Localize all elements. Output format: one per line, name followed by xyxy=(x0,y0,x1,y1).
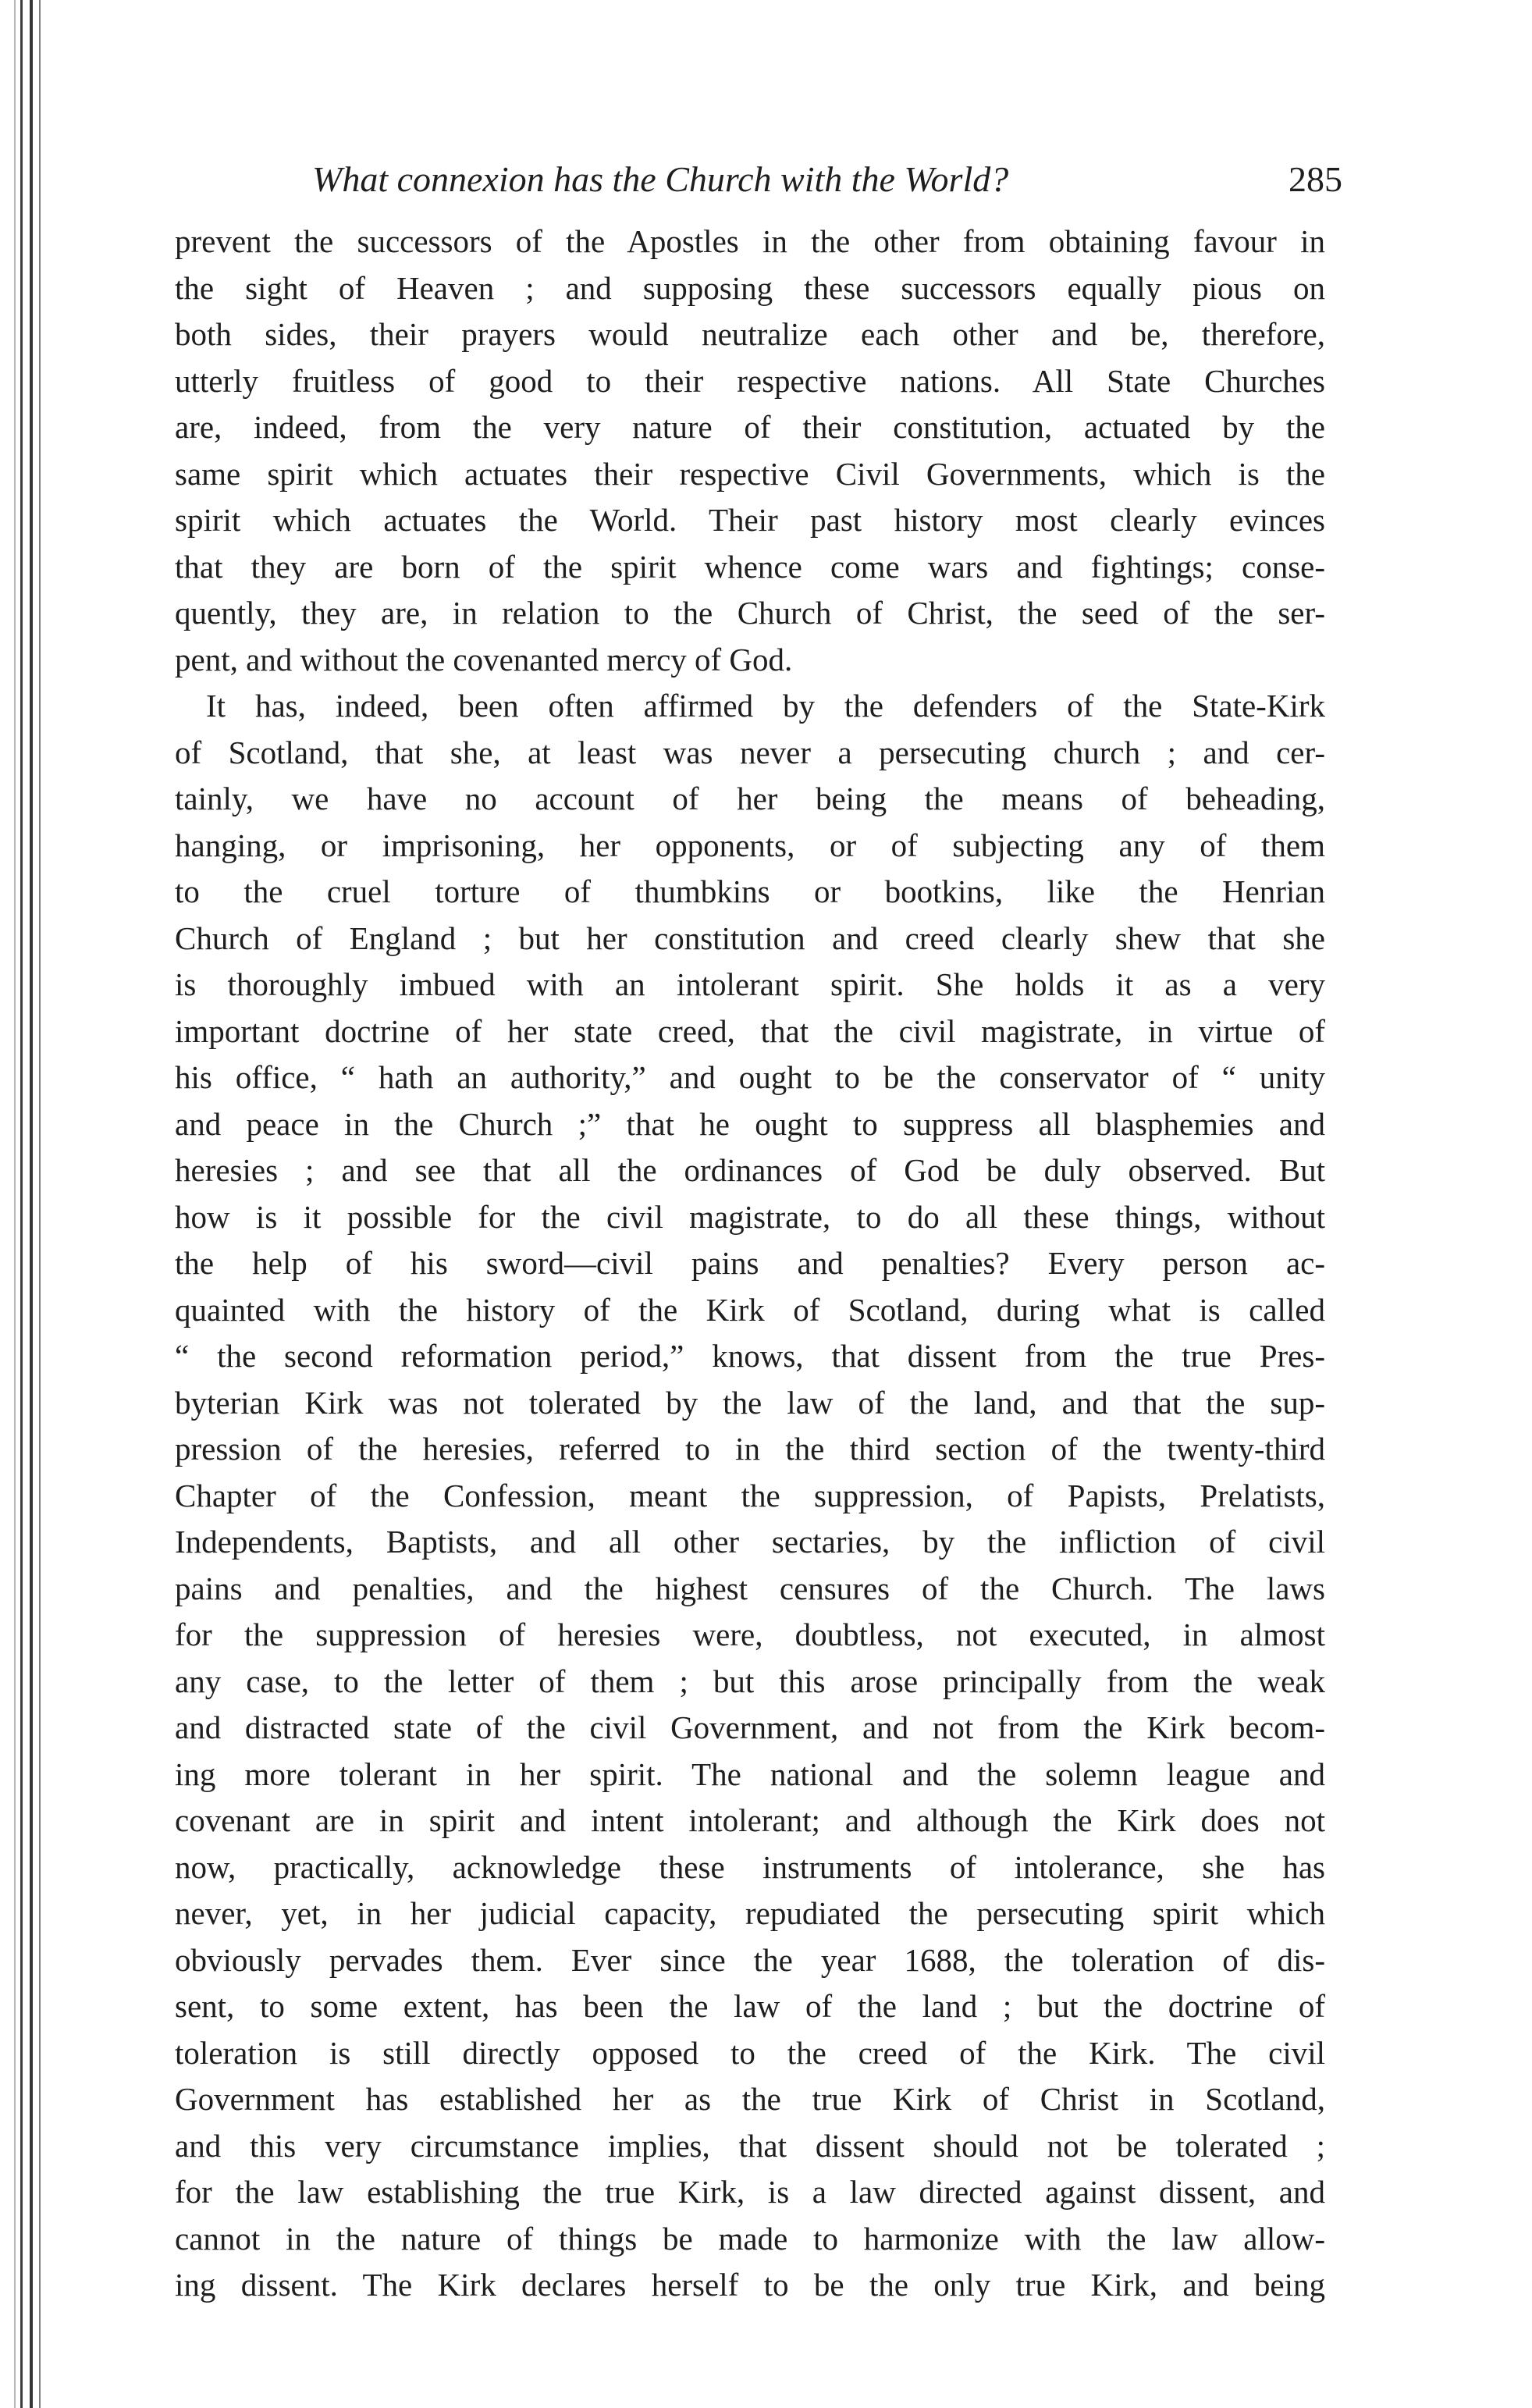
text-line: of Scotland, that she, at least was never a persecuting church ; and cer- xyxy=(175,734,1325,770)
text-line: byterian Kirk was not tolerated by the law of the land, and that the sup- xyxy=(175,1384,1325,1421)
text-line: to the cruel torture of thumbkins or bootkins, like the Henrian xyxy=(175,873,1325,909)
text-line: utterly fruitless of good to their respective nations. All State Churches xyxy=(175,362,1325,399)
text-line: Church of England ; but her constitution and creed clearly shew that she xyxy=(175,919,1325,956)
text-line: ing dissent. The Kirk declares herself to be the only true Kirk, and being xyxy=(175,2267,1325,2303)
running-title: What connexion has the Church with the World? xyxy=(312,159,1009,199)
text-line: and this very circumstance implies, that dissent should not be tolerated ; xyxy=(175,2127,1325,2164)
text-line: quainted with the history of the Kirk of Scotland, during what is called xyxy=(175,1291,1325,1328)
text-line: now, practically, acknowledge these instruments of intolerance, she has xyxy=(175,1848,1325,1885)
text-line: both sides, their prayers would neutralize each other and be, therefore, xyxy=(175,316,1325,352)
text-line: hanging, or imprisoning, her opponents, or of subjecting any of them xyxy=(175,827,1325,863)
text-line: sent, to some extent, has been the law of the land ; but the doctrine of xyxy=(175,1988,1325,2024)
text-line: Government has established her as the true Kirk of Christ in Scotland, xyxy=(175,2081,1325,2117)
text-line-paragraph-start: It has, indeed, been often affirmed by the defenders of the State-Kirk xyxy=(206,688,1325,724)
text-line: and peace in the Church ;” that he ought to suppress all blasphemies and xyxy=(175,1105,1325,1142)
text-line: and distracted state of the civil Government, and not from the Kirk becom- xyxy=(175,1709,1325,1745)
text-line: how is it possible for the civil magistrate, to do all these things, without xyxy=(175,1198,1325,1235)
text-line: the help of his sword—civil pains and penalties? Every person ac- xyxy=(175,1245,1325,1281)
text-line: prevent the successors of the Apostles in the other from obtaining favour in xyxy=(175,223,1325,259)
page-number: 285 xyxy=(1289,159,1342,199)
text-line-paragraph-end: pent, and without the covenanted mercy of God. xyxy=(175,641,793,678)
text-line: pression of the heresies, referred to in the third section of the twenty-third xyxy=(175,1431,1325,1467)
text-line: are, indeed, from the very nature of their constitution, actuated by the xyxy=(175,409,1325,445)
text-line: covenant are in spirit and intent intolerant; and although the Kirk does not xyxy=(175,1802,1325,1838)
text-line: that they are born of the spirit whence come wars and fightings; conse- xyxy=(175,548,1325,585)
text-line: Independents, Baptists, and all other sectaries, by the infliction of civil xyxy=(175,1524,1325,1560)
text-line: “ the second reformation period,” knows, that dissent from the true Pres- xyxy=(175,1338,1325,1374)
text-line: obviously pervades them. Ever since the year 1688, the toleration of dis- xyxy=(175,1941,1325,1978)
text-line: is thoroughly imbued with an intolerant spirit. She holds it as a very xyxy=(175,966,1325,1002)
text-line: toleration is still directly opposed to the creed of the Kirk. The civil xyxy=(175,2034,1325,2071)
text-line: any case, to the letter of them ; but this arose principally from the weak xyxy=(175,1663,1325,1699)
text-line: for the law establishing the true Kirk, is a law directed against dissent, and xyxy=(175,2174,1325,2210)
text-line: tainly, we have no account of her being the means of beheading, xyxy=(175,781,1325,816)
text-line: heresies ; and see that all the ordinances of God be duly observed. But xyxy=(175,1152,1325,1188)
binding-rule xyxy=(14,0,16,2408)
running-head xyxy=(312,156,1342,203)
text-line: the sight of Heaven ; and supposing these successors equally pious on xyxy=(175,269,1325,306)
text-line: pains and penalties, and the highest censures of the Church. The laws xyxy=(175,1570,1325,1606)
text-line: ing more tolerant in her spirit. The national and the solemn league and xyxy=(175,1755,1325,1792)
text-line: important doctrine of her state creed, that the civil magistrate, in virtue of xyxy=(175,1012,1325,1049)
text-line: spirit which actuates the World. Their past history most clearly evinces xyxy=(175,502,1325,538)
text-line: same spirit which actuates their respective Civil Governments, which is the xyxy=(175,455,1325,492)
text-line: quently, they are, in relation to the Church of Christ, the seed of the ser- xyxy=(175,595,1325,631)
text-line: cannot in the nature of things be made to harmonize with the law allow- xyxy=(175,2220,1325,2257)
binding-rule xyxy=(39,0,41,2408)
text-line: for the suppression of heresies were, doubtless, not executed, in almost xyxy=(175,1617,1325,1652)
binding-rule xyxy=(20,0,23,2408)
binding-edge xyxy=(8,0,55,2408)
text-line: never, yet, in her judicial capacity, repudiated the persecuting spirit which xyxy=(175,1895,1325,1931)
body-text xyxy=(175,219,1325,2309)
text-line: Chapter of the Confession, meant the suppression, of Papists, Prelatists, xyxy=(175,1477,1325,1513)
text-line: his office, “ hath an authority,” and ought to be the conservator of “ unity xyxy=(175,1059,1325,1095)
binding-rule xyxy=(30,0,33,2408)
